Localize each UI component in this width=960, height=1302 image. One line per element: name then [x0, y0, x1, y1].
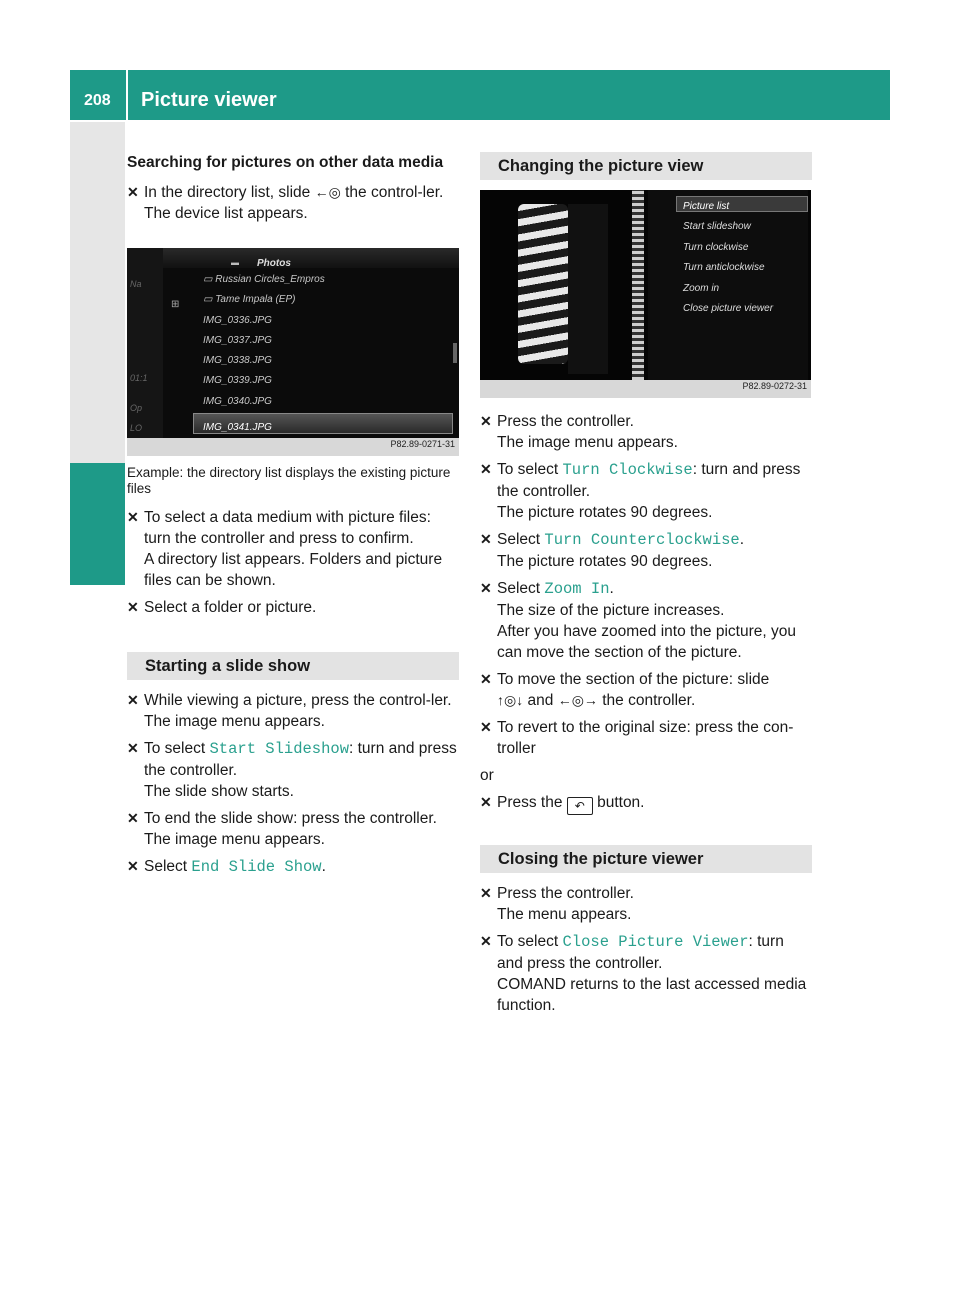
instruction-step — [127, 808, 459, 850]
instruction-step — [127, 690, 459, 732]
or-separator: or — [480, 767, 494, 784]
step-text: To select a data medium with picture files: turn the controller and press to confirm. — [144, 509, 431, 547]
step-result: A directory list appears. Folders and picture files can be shown. — [144, 551, 443, 589]
step-text: Select — [497, 531, 545, 548]
step-arrow-icon: ✕ — [127, 858, 139, 874]
list-item: ▭ Russian Circles_Empros — [203, 274, 325, 285]
step-result: The device list appears. — [144, 205, 308, 222]
photo-door-edge — [632, 190, 644, 380]
step-arrow-icon: ✕ — [480, 885, 492, 901]
step-text: Select — [497, 580, 545, 597]
page-title: Picture viewer — [141, 89, 277, 111]
step-text: . — [609, 580, 614, 597]
menu-item-reference: Turn Counterclockwise — [544, 531, 740, 549]
list-item: IMG_0338.JPG — [203, 355, 272, 367]
step-result: The slide show starts. — [144, 783, 294, 800]
menu-item-reference: Turn Clockwise — [562, 461, 693, 479]
step-text: Select — [144, 858, 192, 875]
header-divider — [126, 70, 128, 120]
step-arrow-icon: ✕ — [480, 933, 492, 949]
list-item: IMG_0336.JPG — [203, 314, 272, 326]
step-text: : turn and press the controller. — [144, 740, 457, 779]
screenshot-sidebar-label: Na — [130, 279, 142, 289]
step-text: Press the controller. — [497, 885, 634, 902]
step-text: Press the — [497, 794, 567, 811]
step-arrow-icon: ✕ — [480, 531, 492, 547]
screenshot-sidebar-label: LO — [130, 423, 143, 433]
step-arrow-icon: ✕ — [480, 671, 492, 687]
step-text: To move the section of the picture: slide — [497, 671, 770, 688]
menu-item-reference: Zoom In — [544, 580, 610, 598]
step-result: The menu appears. — [497, 906, 632, 923]
step-arrow-icon: ✕ — [127, 509, 139, 525]
screenshot-caption: Example: the directory list displays the existing picture files — [127, 465, 451, 496]
controller-slide-left-icon: ←◎ — [314, 184, 341, 200]
step-text: : turn and press the controller. — [497, 933, 784, 972]
step-text: In the directory list, slide — [144, 184, 315, 201]
step-arrow-icon: ✕ — [127, 740, 139, 756]
image-menu-item: Zoom in — [683, 282, 720, 294]
instruction-step — [480, 669, 812, 711]
instruction-step — [127, 507, 459, 591]
screenshot-title-bar — [163, 248, 459, 268]
step-text: To revert to the original size: press the con-troller — [497, 719, 794, 757]
image-menu-item: Picture list — [683, 201, 730, 212]
step-text: To select — [144, 740, 210, 757]
menu-item-reference: End Slide Show — [191, 858, 322, 876]
step-text: the controller. — [597, 692, 696, 709]
step-text: : turn and press the controller. — [497, 461, 801, 500]
step-text: To select — [497, 933, 563, 950]
selected-list-item-label: IMG_0341.JPG — [203, 422, 272, 433]
step-text: Select a folder or picture. — [144, 599, 317, 616]
folder-icon: ▬ — [231, 258, 239, 267]
step-result: COMAND returns to the last accessed media function. — [497, 976, 807, 1014]
step-text: While viewing a picture, press the control-ler. — [144, 692, 452, 709]
step-result: The picture rotates 90 degrees. — [497, 553, 713, 570]
instruction-step — [480, 792, 812, 815]
step-text: . — [739, 531, 745, 548]
menu-item-reference: Close Picture Viewer — [562, 933, 749, 951]
step-result: The image menu appears. — [497, 434, 678, 451]
step-text: button. — [592, 794, 645, 811]
device-icon: ⊞ — [171, 299, 180, 310]
instruction-step — [127, 182, 459, 224]
list-item: IMG_0340.JPG — [203, 395, 272, 407]
controller-slide-horizontal-icon: ←◎→ — [557, 692, 598, 708]
list-item: IMG_0339.JPG — [203, 375, 272, 387]
image-menu-item: Close picture viewer — [683, 303, 774, 315]
screenshot-list — [203, 270, 325, 412]
instruction-step — [480, 529, 812, 572]
image-menu-item: Turn anticlockwise — [683, 262, 765, 274]
screenshot-code: P82.89-0272-31 — [742, 381, 807, 391]
picture-menu-screenshot — [480, 190, 811, 398]
instruction-step — [127, 738, 459, 802]
instruction-step — [480, 459, 812, 523]
section-bar-closing: Closing the picture viewer — [480, 845, 812, 873]
instruction-step — [127, 597, 459, 618]
step-arrow-icon: ✕ — [127, 692, 139, 708]
step-text: To end the slide show: press the controller. — [144, 810, 437, 827]
instruction-step — [127, 856, 459, 878]
image-menu-item: Start slideshow — [683, 221, 751, 233]
section-bar-picture-view: Changing the picture view — [480, 152, 812, 180]
image-menu-item: Turn clockwise — [683, 241, 749, 253]
photo-dark-figure — [568, 204, 608, 374]
screenshot-title: Photos — [257, 258, 291, 269]
menu-item-reference: Start Slideshow — [209, 740, 350, 758]
instruction-step — [480, 717, 812, 759]
instruction-step — [480, 411, 812, 453]
list-item: ▭ Tame Impala (EP) — [203, 294, 296, 306]
step-text: Press the controller. — [497, 413, 634, 430]
step-arrow-icon: ✕ — [480, 580, 492, 596]
screenshot-sidebar-label: 01:1 — [130, 373, 148, 383]
instruction-step — [480, 931, 812, 1016]
image-menu-list — [683, 197, 773, 319]
step-text: To select — [497, 461, 563, 478]
screenshot-scrollbar — [453, 343, 457, 363]
step-text: the control-ler. — [340, 184, 444, 201]
step-arrow-icon: ✕ — [127, 184, 139, 200]
step-arrow-icon: ✕ — [127, 810, 139, 826]
directory-list-screenshot — [127, 248, 459, 456]
step-text: and — [523, 692, 558, 709]
section-heading-searching: Searching for pictures on other data media — [127, 154, 444, 171]
step-result: The image menu appears. — [144, 713, 325, 730]
screenshot-code: P82.89-0271-31 — [390, 439, 455, 449]
step-result: The picture rotates 90 degrees. — [497, 504, 713, 521]
photo-striped-shirt — [518, 204, 568, 364]
step-result: The size of the picture increases. — [497, 602, 725, 619]
right-column — [480, 152, 812, 1022]
section-bar-slideshow: Starting a slide show — [127, 652, 459, 680]
screenshot-sidebar-label: Op — [130, 403, 143, 413]
back-button-icon: ↶ — [567, 797, 593, 815]
controller-slide-vertical-icon: ↑◎↓ — [497, 692, 524, 708]
side-tab-marker — [70, 463, 125, 585]
step-text: . — [321, 858, 326, 875]
left-column — [127, 152, 459, 884]
step-result: The image menu appears. — [144, 831, 325, 848]
instruction-step — [480, 578, 812, 663]
instruction-step — [480, 883, 812, 925]
page-header — [70, 70, 890, 120]
step-arrow-icon: ✕ — [480, 413, 492, 429]
step-arrow-icon: ✕ — [127, 599, 139, 615]
page-number: 208 — [84, 92, 111, 109]
step-result: After you have zoomed into the picture, you can move the section of the picture. — [497, 623, 796, 661]
step-arrow-icon: ✕ — [480, 461, 492, 477]
step-arrow-icon: ✕ — [480, 794, 492, 810]
step-arrow-icon: ✕ — [480, 719, 492, 735]
list-item: IMG_0337.JPG — [203, 334, 272, 346]
